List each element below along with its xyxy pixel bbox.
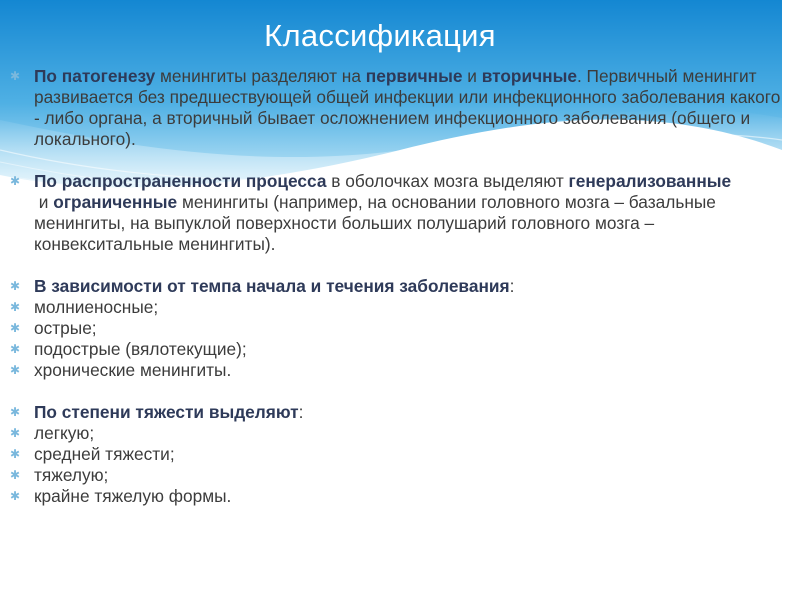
list-item: ✱ хронические менингиты. [10,360,232,380]
list-item: ✱ острые; [10,318,97,338]
tempo-lead: В зависимости от темпа начала и течения заболевания [34,276,510,296]
list-item: ✱ подострые (вялотекущие); [10,339,247,359]
asterisk-bullet-icon: ✱ [10,447,21,461]
paragraph-pathogenesis: ✱ По патогенезу менингиты разделяют на первичные и вторичные. Первичный менингит развивается без предшествующей общей инфекции или инфекционного заболевания какого - либо органа, а вторичный бывает осложнением инфекционного заболевания (общего и локального). [10,66,781,149]
asterisk-bullet-icon: ✱ [10,342,21,356]
asterisk-bullet-icon: ✱ [10,363,21,377]
asterisk-bullet-icon: ✱ [10,426,21,440]
list-item: ✱ молниеносные; [10,297,159,317]
asterisk-bullet-icon: ✱ [10,489,21,503]
asterisk-bullet-icon: ✱ [10,468,21,482]
asterisk-bullet-icon: ✱ [10,174,21,188]
slide-content [10,66,785,507]
generalized-term: генерализованные [568,171,732,191]
asterisk-bullet-icon: ✱ [10,69,21,83]
list-item: ✱ средней тяжести; [10,444,175,464]
pathogenesis-lead: По патогенезу [34,66,156,86]
prevalence-lead: По распространенности процесса [34,171,327,191]
asterisk-bullet-icon: ✱ [10,405,21,419]
paragraph-severity-heading: ✱ По степени тяжести выделяют: [10,402,304,422]
primary-term: первичные [365,66,463,86]
severity-lead: По степени тяжести выделяют [34,402,299,422]
paragraph-tempo-heading: ✱ В зависимости от темпа начала и течения заболевания: [10,276,515,296]
list-item: ✱ тяжелую; [10,465,109,485]
list-item: ✱ легкую; [10,423,95,443]
asterisk-bullet-icon: ✱ [10,321,21,335]
asterisk-bullet-icon: ✱ [10,300,21,314]
asterisk-bullet-icon: ✱ [10,279,21,293]
secondary-term: вторичные [481,66,577,86]
slide-title: Классификация [264,18,496,53]
limited-term: ограниченные [53,192,178,212]
paragraph-prevalence: ✱ По распространенности процесса в оболочках мозга выделяют генерализованные и ограниченные менингиты (например, на основании головного мозга – базальные менингиты, на выпуклой поверхности больших полушарий головного мозга – конвекситальные менингиты). [10,171,732,254]
list-item: ✱ крайне тяжелую формы. [10,486,232,506]
